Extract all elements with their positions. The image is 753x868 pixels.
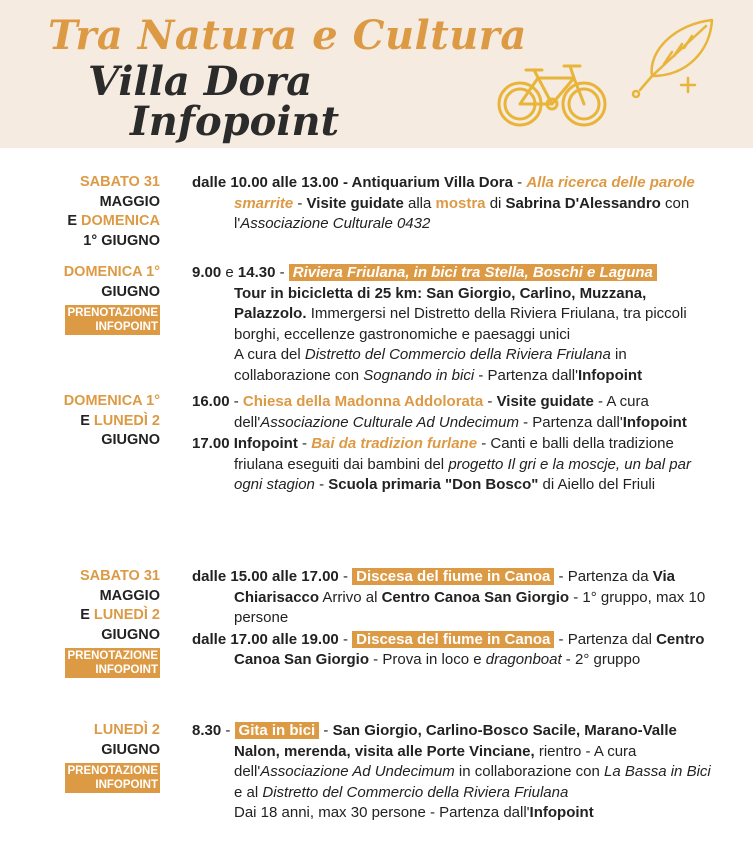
event-2-details [192, 263, 712, 386]
event-text-run: alla [403, 194, 436, 212]
event-text-run: Riviera Friulana, in bici tra Stella, Boschi e Laguna [289, 264, 657, 281]
event-text-run: dalle 15.00 alle 17.00 [192, 568, 339, 585]
event-text-run: Distretto del Commercio della Riviera Friulana [304, 346, 611, 363]
event-text-run: 9.00 [192, 264, 222, 281]
event-text-run: Gita in bici [235, 722, 320, 739]
event-text-run: 14.30 [237, 264, 276, 281]
event-text-run: A cura del [234, 346, 305, 363]
quill-icon [628, 14, 722, 102]
event-text-run: Alla ricerca delle parole smarrite [234, 174, 695, 212]
event-text-run: 8.30 [192, 722, 222, 739]
event-text-run: Sabrina D'Alessandro [505, 194, 661, 212]
header-title-line2: Villa Dora [88, 58, 313, 105]
event-text-run: - 2° gruppo [561, 651, 641, 668]
event-text-run: di [485, 194, 506, 212]
event-text-run: - [512, 174, 527, 191]
event-text-run: Arrivo al [319, 588, 382, 606]
event-5-date: LUNEDÌ 2 GIUGNO PRENOTAZIONE INFOPOINT [67, 722, 160, 791]
event-text-run: 17.00 Infopoint [192, 435, 298, 452]
event-text-run: in collaborazione con [234, 346, 627, 384]
header-banner [0, 0, 753, 148]
event-2-date: DOMENICA 1° GIUGNO PRENOTAZIONE INFOPOINT [63, 264, 160, 333]
bicycle-icon [494, 58, 610, 130]
booking-badge-text: INFOPOINT [95, 664, 158, 676]
booking-badge [65, 648, 160, 678]
event-text-run: Tour in bicicletta di 25 km: San Giorgio, Carlino, Muzzana, Palazzolo. [234, 284, 647, 322]
event-text-run: - [275, 264, 289, 281]
booking-badge [65, 305, 160, 335]
event-text-run: - [297, 435, 312, 452]
event-text-run: - Partenza dall' [474, 366, 578, 384]
event-text-run: e al [234, 783, 263, 801]
event-text-run: - Canti e balli della tradizione friulana eseguiti dai bambini del [234, 435, 674, 473]
event-text-run: Infopoint [529, 804, 594, 821]
event-text-run: e [221, 264, 238, 281]
event-1-date: SABATO 31 MAGGIO E DOMENICA 1° GIUGNO [67, 174, 160, 249]
event-text-run: Via Chiarisacco [234, 568, 675, 606]
event-text-run: Centro Canoa San Giorgio [234, 630, 705, 668]
event-text-run: - [314, 476, 329, 493]
event-text-run: Visite guidate [306, 194, 404, 212]
header-title-line3: Infopoint [130, 98, 340, 145]
event-text-run: mostra [435, 194, 486, 212]
event-text-run: - [338, 568, 353, 585]
event-text-run: - [221, 722, 235, 739]
event-text-run: Scuola primaria "Don Bosco" [328, 476, 539, 493]
event-text-run: - Prova in loco e [369, 651, 486, 668]
event-text-run: Visite guidate [496, 393, 594, 410]
event-text-run: La Bassa in Bici [604, 763, 711, 780]
booking-badge-text: PRENOTAZIONE [67, 307, 158, 319]
event-text-run: Distretto del Commercio della Riviera Friulana [262, 783, 569, 801]
event-text-run: - [293, 194, 307, 212]
event-text-run: in collaborazione con [454, 763, 605, 780]
event-text-run: San Giorgio, Carlino-Bosco Sacile, Marano-Valle Nalon, merenda, visita alle Porte Vinciane, [234, 722, 677, 760]
event-text-run: Associazione Culturale Ad Undecimum [260, 413, 519, 431]
event-text-run: di Aiello del Friuli [538, 476, 656, 493]
event-text-run: Sognando in bici [363, 366, 475, 384]
event-text-run: Infopoint [577, 366, 643, 384]
event-text-run: Bai da tradizion furlane [311, 435, 478, 452]
booking-badge-text: PRENOTAZIONE [67, 650, 158, 662]
event-text-run: Dai 18 anni, max 30 persone - Partenza dall' [234, 804, 530, 821]
event-1-details [192, 173, 712, 235]
event-text-run: Chiesa della Madonna Addolorata [242, 393, 484, 410]
event-4-details [192, 567, 712, 671]
event-text-run: - [319, 722, 333, 739]
event-text-run: - Partenza dall' [518, 413, 623, 431]
event-text-run: - 1° gruppo, max 10 persone [234, 588, 706, 626]
event-text-run: Discesa del fiume in Canoa [352, 631, 554, 648]
event-text-run: - Partenza da [554, 568, 653, 585]
event-text-run: rientro - A cura dell' [234, 742, 637, 780]
event-text-run: dragonboat [485, 651, 562, 668]
event-text-run: Discesa del fiume in Canoa [352, 568, 554, 585]
event-3-details [192, 392, 712, 496]
event-text-run: Infopoint [622, 413, 687, 431]
booking-badge-text: INFOPOINT [95, 321, 158, 333]
event-5-details [192, 721, 712, 824]
event-text-run: Immergersi nel Distretto della Riviera Friulana, tra piccoli borghi, eccellenze gastronomiche e paesaggi unici [234, 305, 687, 343]
event-text-run: 16.00 [192, 393, 230, 410]
event-text-run: - [229, 393, 243, 410]
event-3-date: DOMENICA 1° E LUNEDÌ 2 GIUGNO [63, 393, 160, 448]
event-text-run: - [483, 393, 497, 410]
event-text-run: con l' [234, 194, 690, 232]
event-text-run: dalle 10.00 alle 13.00 - Antiquarium Villa Dora [192, 174, 513, 191]
event-text-run: Associazione Culturale 0432 [240, 215, 431, 232]
event-text-run: - Partenza dal [554, 630, 657, 648]
event-text-run: Centro Canoa San Giorgio [381, 588, 570, 606]
event-4-date: SABATO 31 MAGGIO E LUNEDÌ 2 GIUGNO PRENOTAZIONE INFOPOINT [67, 568, 160, 676]
booking-badge-text: INFOPOINT [95, 779, 158, 791]
event-text-run: - A cura dell' [234, 393, 649, 431]
event-text-run: Associazione Ad Undecimum [260, 763, 455, 780]
header-title-line1: Tra Natura e Cultura [48, 12, 527, 59]
event-text-run: dalle 17.00 alle 19.00 [192, 630, 339, 648]
booking-badge-text: PRENOTAZIONE [67, 765, 158, 777]
booking-badge [65, 763, 160, 793]
event-text-run: - [338, 630, 353, 648]
event-text-run: progetto Il gri e la moscje, un bal par ogni stagion [234, 455, 691, 493]
